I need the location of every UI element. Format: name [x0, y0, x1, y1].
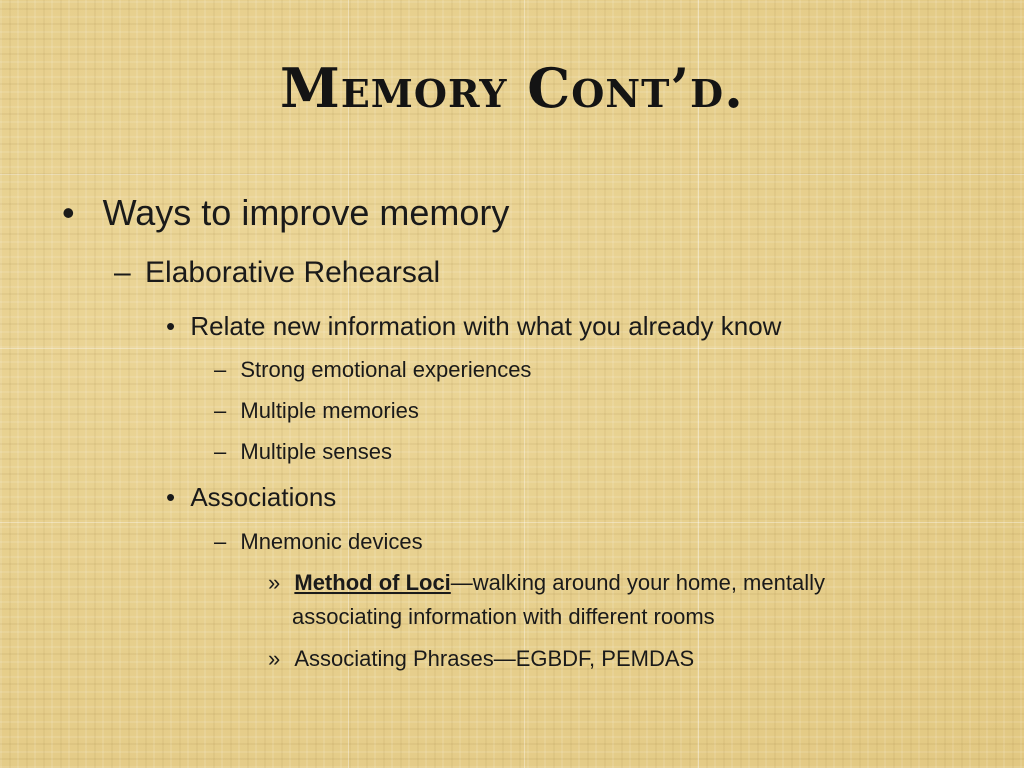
- bullet-marker: •: [62, 192, 75, 233]
- chevron-marker: »: [268, 570, 281, 595]
- bullet-level3: [166, 482, 336, 513]
- bullet-level5: [268, 570, 825, 596]
- bullet-level5-continuation: [292, 604, 715, 630]
- bullet-level4: [214, 357, 531, 383]
- bullet-text: associating information with different rooms: [292, 604, 715, 629]
- bullet-text: Strong emotional experiences: [240, 357, 532, 382]
- bullet-level2: [114, 256, 440, 290]
- bullet-text: —walking around your home, mentally: [450, 570, 825, 595]
- bullet-level4: [214, 398, 419, 424]
- dash-marker: –: [214, 357, 227, 382]
- bullet-marker: •: [166, 311, 176, 341]
- bullet-text: Multiple memories: [240, 398, 419, 423]
- bullet-level4: [214, 439, 392, 465]
- bullet-text: Ways to improve memory: [102, 192, 510, 233]
- method-of-loci-term: Method of Loci: [294, 570, 451, 595]
- bullet-text: Associating Phrases—EGBDF, PEMDAS: [294, 646, 695, 671]
- bullet-text: Relate new information with what you already know: [190, 311, 782, 341]
- bullet-level4: [214, 529, 423, 555]
- bullet-text: Associations: [190, 482, 337, 512]
- dash-marker: –: [214, 439, 227, 464]
- bullet-level5: [268, 646, 694, 672]
- dash-marker: –: [114, 256, 131, 289]
- chevron-marker: »: [268, 646, 281, 671]
- dash-marker: –: [214, 398, 227, 423]
- bullet-level3: [166, 311, 781, 342]
- bullet-text: Mnemonic devices: [240, 529, 423, 554]
- slide-title: Memory Cont’d.: [280, 56, 744, 120]
- dash-marker: –: [214, 529, 227, 554]
- bullet-level1: [62, 192, 509, 234]
- bullet-text: Elaborative Rehearsal: [145, 256, 441, 289]
- bullet-marker: •: [166, 482, 176, 512]
- bullet-text: Multiple senses: [240, 439, 393, 464]
